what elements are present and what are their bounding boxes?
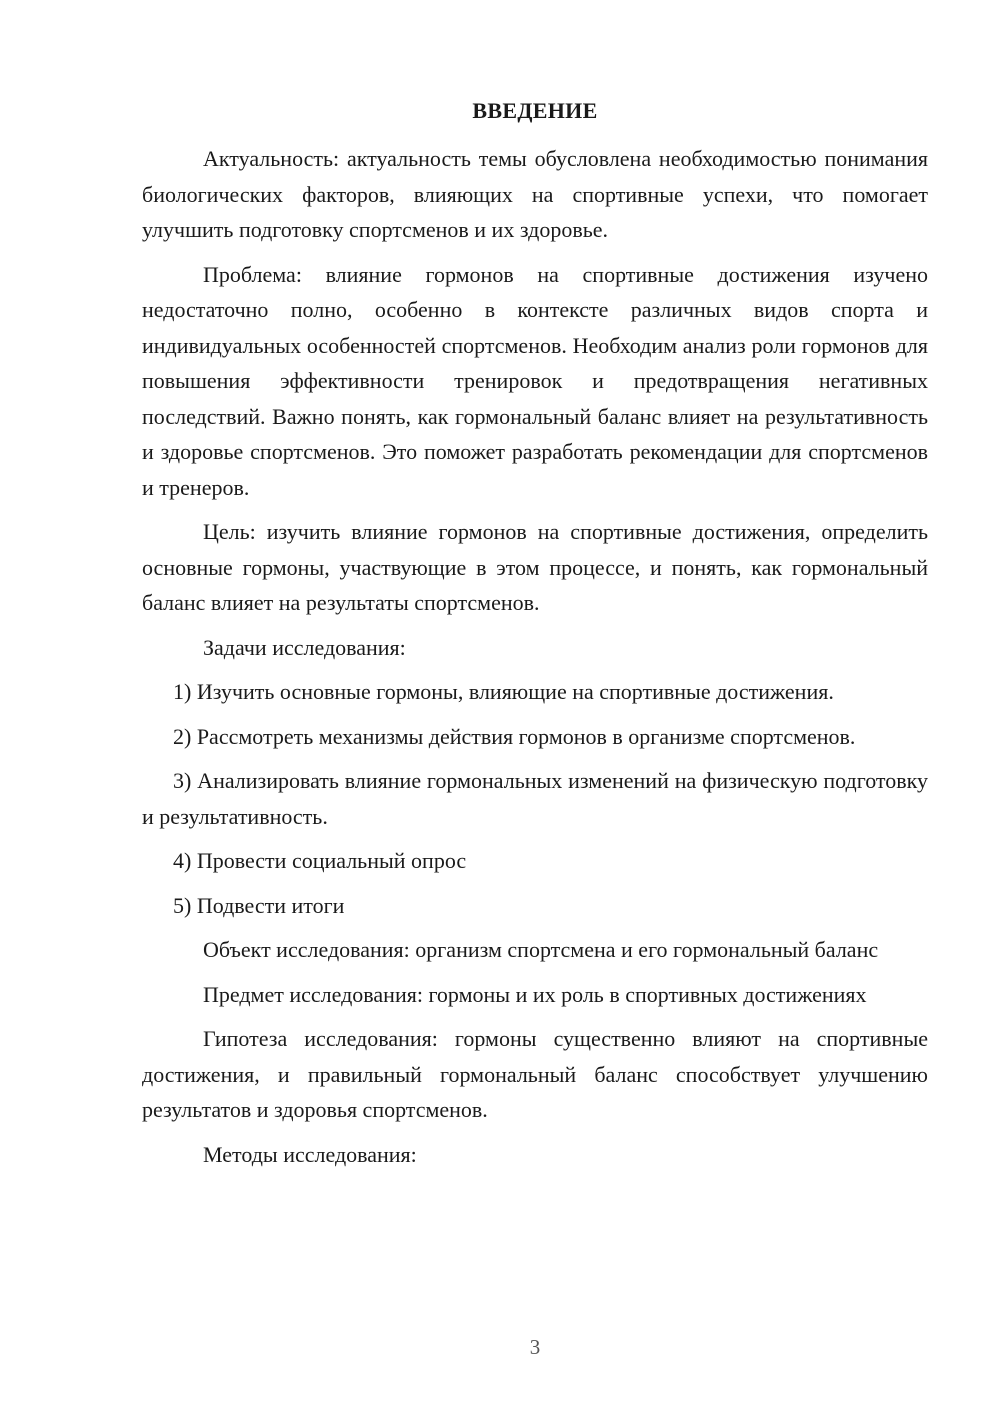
task-item-3: 3) Анализировать влияние гормональных изменений на физическую подготовку и результативность. (142, 768, 928, 829)
paragraph-subject: Предмет исследования: гормоны и их роль в спортивных достижениях (203, 981, 867, 1007)
body-text (142, 141, 928, 1181)
task-item-4: 4) Провести социальный опрос (173, 848, 467, 873)
paragraph-tasks-heading: Задачи исследования: (203, 634, 406, 660)
task-item-1: 1) Изучить основные гормоны, влияющие на спортивные достижения. (173, 679, 834, 704)
page-number: 3 (529, 1335, 541, 1359)
paragraph-methods: Методы исследования: (203, 1141, 417, 1167)
paragraph-problem: Проблема: влияние гормонов на спортивные достижения изучено недостаточно полно, особенно в контексте различных видов спорта и индивидуальных особенностей спортсменов. Необходим анализ роли гормонов для повышения эффективности тренировок и предотвращения негативных последствий. Важно понять, как гормональный баланс влияет на результативность и здоровье спортсменов. Это поможет разработать рекомендации для спортсменов и тренеров. (142, 261, 928, 500)
task-item-2: 2) Рассмотреть механизмы действия гормонов в организме спортсменов. (173, 723, 856, 749)
paragraph-hypothesis: Гипотеза исследования: гормоны существенно влияют на спортивные достижения, и правильный гормональный баланс способствует улучшению результатов и здоровья спортсменов. (142, 1026, 928, 1122)
paragraph-goal: Цель: изучить влияние гормонов на спортивные достижения, определить основные гормоны, участвующие в этом процессе, и понять, как гормональный баланс влияет на результаты спортсменов. (142, 519, 928, 615)
paragraph-object: Объект исследования: организм спортсмена и его гормональный баланс (203, 937, 879, 962)
task-item-5: 5) Подвести итоги (173, 892, 345, 918)
paragraph-relevance: Актуальность: актуальность темы обусловлена необходимостью понимания биологических факторов, влияющих на спортивные успехи, что помогает улучшить подготовку спортсменов и их здоровье. (142, 146, 928, 242)
section-title: ВВЕДЕНИЕ (472, 98, 598, 123)
